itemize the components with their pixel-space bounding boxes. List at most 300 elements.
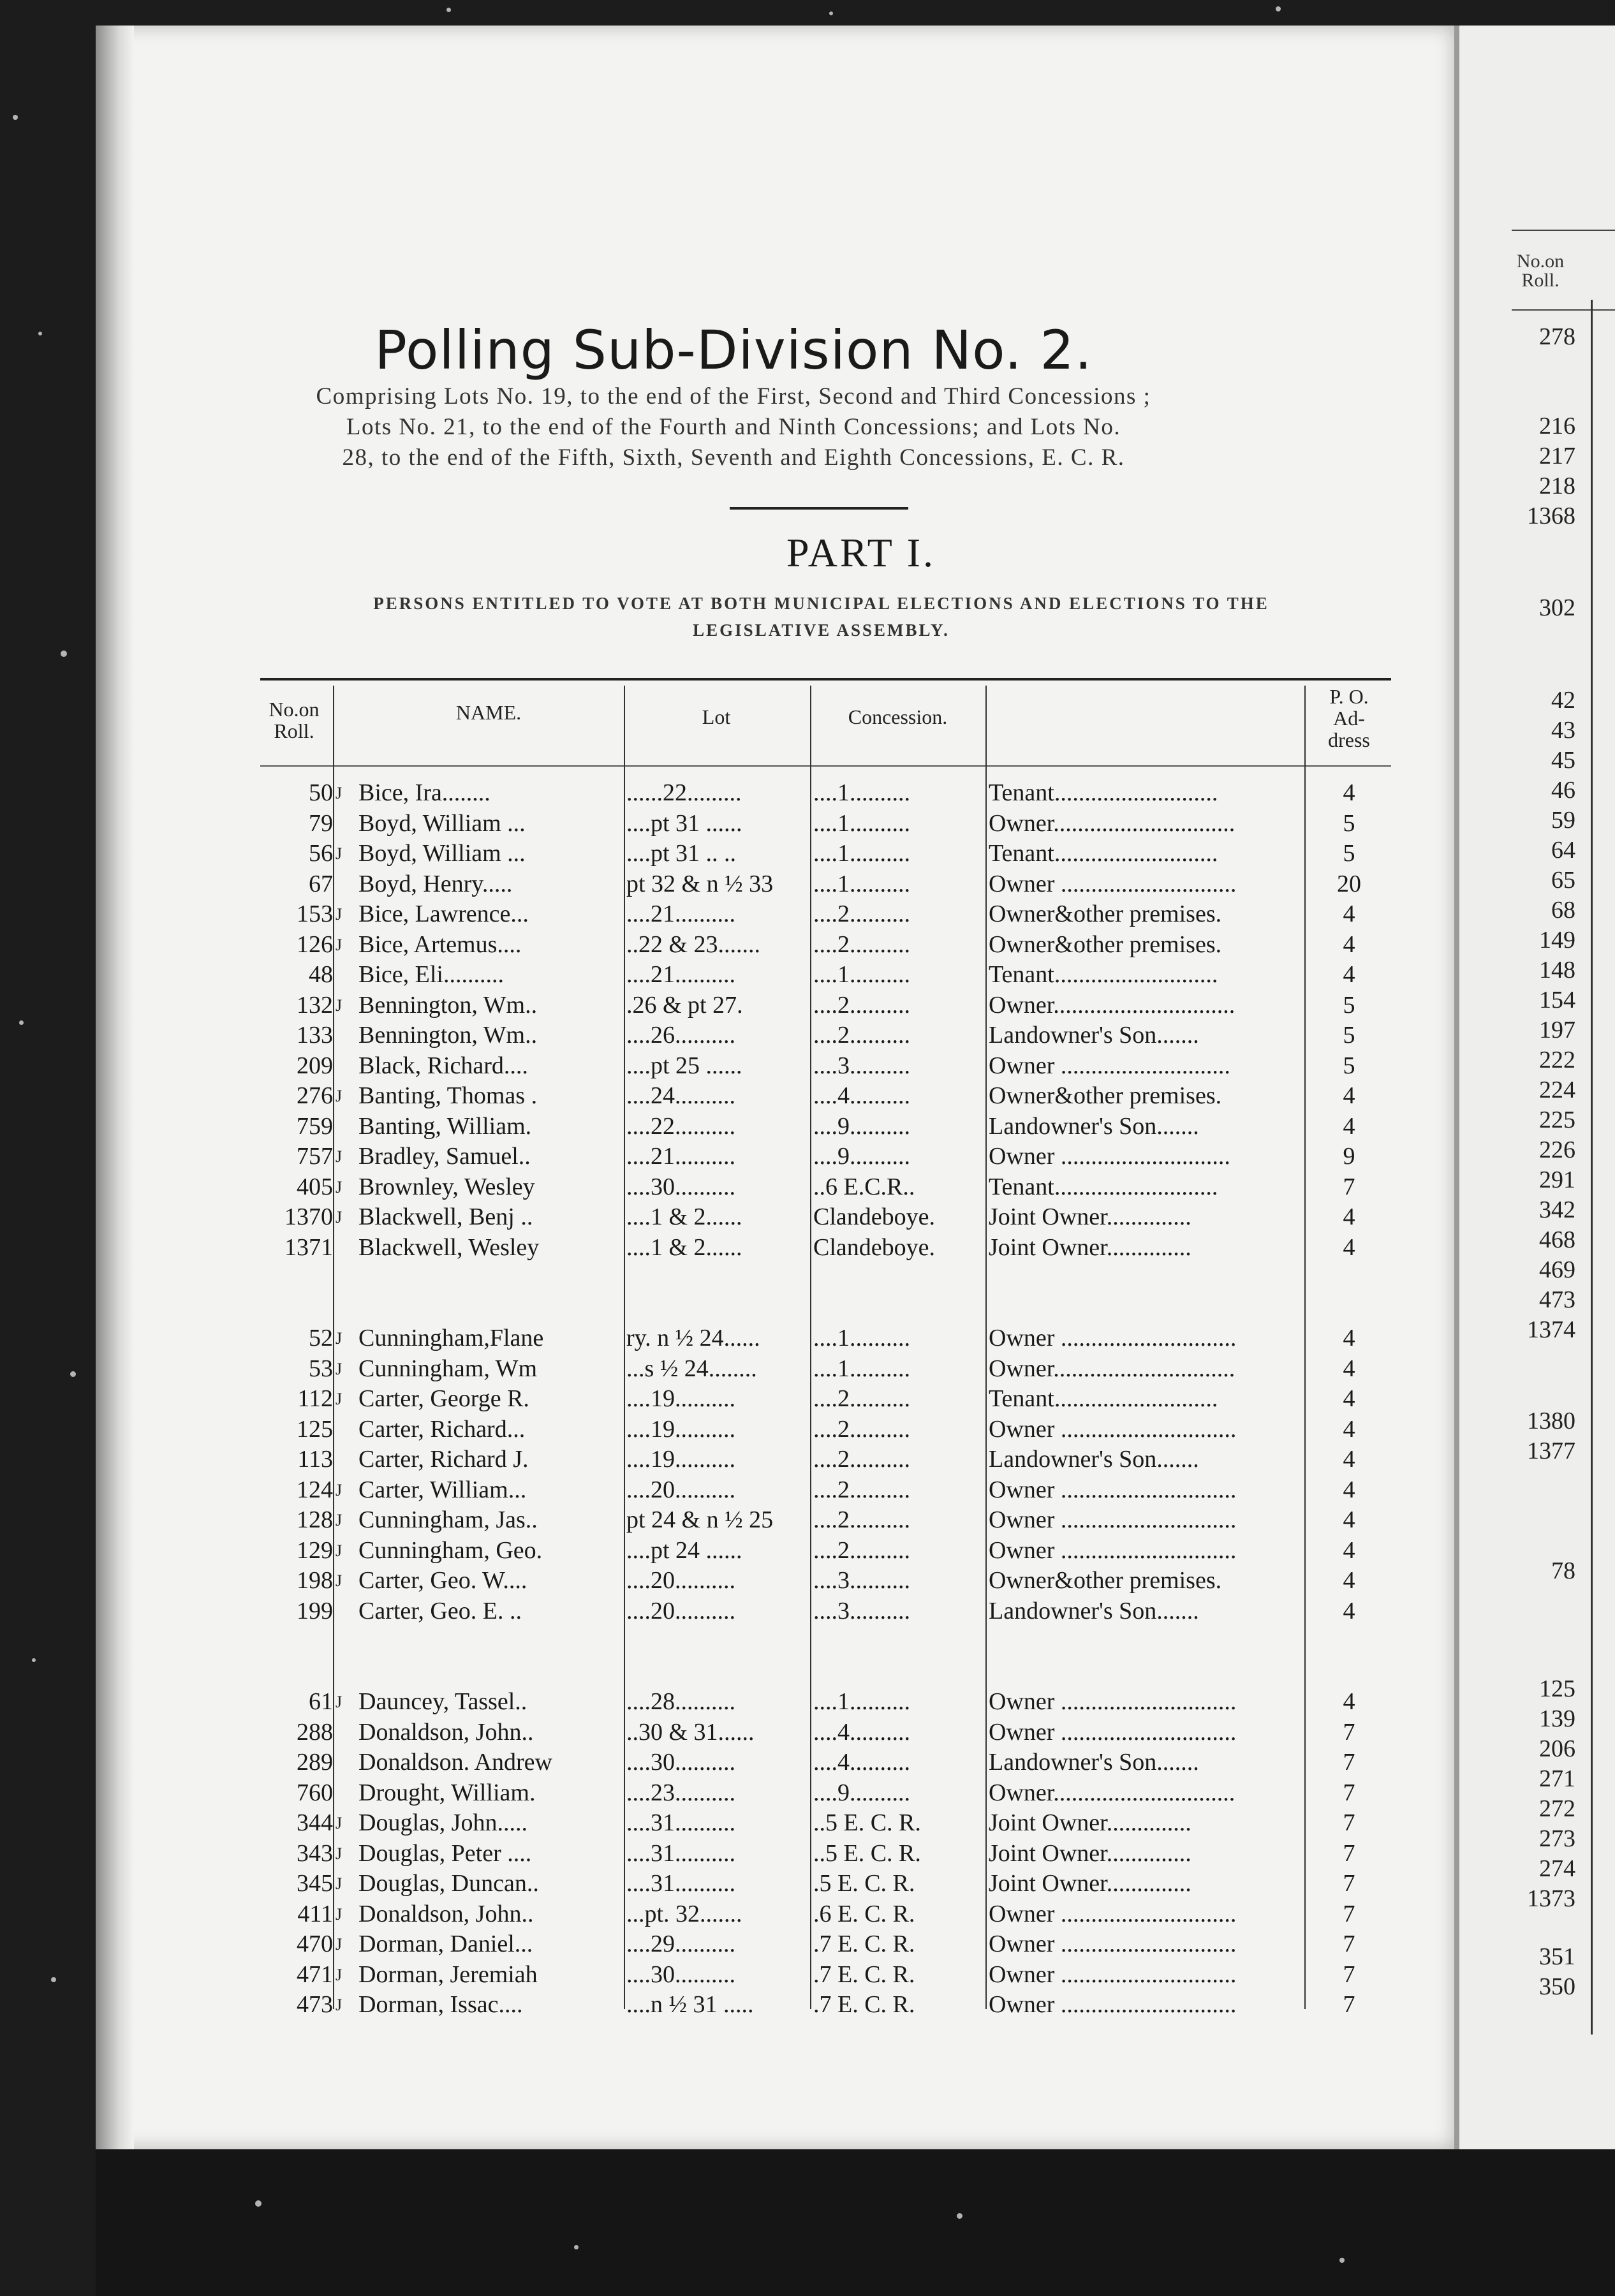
- po-address-cell: 4: [1343, 931, 1355, 958]
- facing-roll-number: 1374: [1527, 1316, 1575, 1343]
- concession-cell: ....1..........: [813, 779, 910, 806]
- qualification-cell: Owner .............................: [989, 1536, 1237, 1564]
- lot-cell: ....30..........: [626, 1749, 735, 1776]
- po-address-cell: 7: [1343, 1809, 1355, 1836]
- po-address-cell: 4: [1343, 1385, 1355, 1412]
- voter-name: Dorman, Daniel...: [358, 1931, 533, 1957]
- voter-name: Douglas, Peter ....: [358, 1839, 532, 1867]
- facing-roll-number: 469: [1539, 1256, 1575, 1283]
- facing-roll-number: 65: [1551, 867, 1575, 894]
- po-address-cell: 4: [1343, 1325, 1355, 1351]
- qualification-cell: Joint Owner..............: [989, 1839, 1191, 1867]
- roll-number: 128: [297, 1506, 333, 1533]
- lot-cell: ...pt. 32.......: [626, 1900, 742, 1927]
- header-roll-line: No.on: [269, 698, 320, 721]
- qualification-cell: Owner .............................: [989, 1931, 1237, 1957]
- header-po-line: Ad-: [1333, 707, 1365, 730]
- juror-mark: J: [336, 905, 343, 924]
- description-line: Comprising Lots No. 19, to the end of the First, Second and Third Concessions ;: [316, 383, 1151, 409]
- roll-number: 48: [309, 961, 333, 988]
- facing-column-divider: [1591, 300, 1593, 2035]
- qualification-cell: Owner .............................: [989, 1325, 1237, 1351]
- voter-name: Cunningham, Jas..: [358, 1506, 538, 1533]
- qualification-cell: Tenant...........................: [989, 779, 1218, 806]
- concession-cell: .5 E. C. R.: [813, 1870, 915, 1897]
- lot-cell: ....pt 25 ......: [626, 1052, 742, 1079]
- table-row: [0, 899, 1615, 929]
- facing-roll-number: 206: [1539, 1735, 1575, 1762]
- voter-name: Dorman, Jeremiah: [358, 1961, 538, 1988]
- juror-mark: J: [336, 1965, 343, 1984]
- description-line: Lots No. 21, to the end of the Fourth and Ninth Concessions; and Lots No.: [346, 414, 1121, 440]
- table-row: [0, 1808, 1615, 1838]
- qualification-cell: Owner .............................: [989, 1506, 1237, 1533]
- po-address-cell: 5: [1343, 991, 1355, 1019]
- lot-cell: ....n ½ 31 .....: [626, 1991, 754, 2018]
- lot-cell: ry. n ½ 24......: [626, 1325, 760, 1351]
- po-address-cell: 7: [1343, 1173, 1355, 1200]
- facing-roll-number: 1373: [1527, 1885, 1575, 1912]
- qualification-cell: Owner&other premises.: [989, 901, 1222, 927]
- voter-name: Donaldson, John..: [358, 1718, 534, 1746]
- scan-speck: [255, 2200, 262, 2207]
- po-address-cell: 7: [1343, 1718, 1355, 1746]
- qualification-cell: Owner .............................: [989, 1900, 1237, 1927]
- qualification-cell: Joint Owner..............: [989, 1233, 1191, 1261]
- qualification-cell: Owner&other premises.: [989, 931, 1222, 958]
- facing-roll-number: 274: [1539, 1855, 1575, 1882]
- roll-number: 129: [297, 1536, 333, 1564]
- table-row: [0, 1415, 1615, 1445]
- qualification-cell: Owner..............................: [989, 991, 1235, 1019]
- lot-cell: ....19..........: [626, 1446, 735, 1473]
- section-divider: [730, 507, 908, 510]
- roll-number: 126: [297, 931, 333, 958]
- juror-mark: J: [336, 1571, 343, 1590]
- facing-roll-number: 224: [1539, 1077, 1575, 1103]
- facing-roll-number: 217: [1539, 443, 1575, 469]
- roll-number: 1371: [284, 1233, 333, 1261]
- persons-entitled-caption: [255, 590, 1387, 644]
- voter-name: Bice, Ira........: [358, 779, 490, 806]
- concession-cell: .7 E. C. R.: [813, 1961, 915, 1988]
- roll-number: 61: [309, 1688, 333, 1715]
- facing-roll-number: 125: [1539, 1675, 1575, 1702]
- juror-mark: J: [336, 935, 343, 954]
- roll-number: 470: [297, 1931, 333, 1957]
- qualification-cell: Joint Owner..............: [989, 1870, 1191, 1897]
- facing-roll-number: 278: [1539, 323, 1575, 350]
- facing-roll-number: 222: [1539, 1047, 1575, 1073]
- concession-cell: ....2..........: [813, 901, 910, 927]
- voter-name: Black, Richard....: [358, 1052, 528, 1079]
- roll-number: 209: [297, 1052, 333, 1079]
- facing-roll-number: 350: [1539, 1973, 1575, 2000]
- qualification-cell: Owner&other premises.: [989, 1567, 1222, 1594]
- table-row: [0, 1960, 1615, 1990]
- roll-number: 52: [309, 1325, 333, 1351]
- po-address-cell: 5: [1343, 1052, 1355, 1079]
- voter-name: Banting, Thomas .: [358, 1082, 538, 1109]
- header-po-line: dress: [1328, 728, 1370, 751]
- table-header-rule: [260, 765, 1391, 767]
- concession-cell: Clandeboye.: [813, 1203, 936, 1230]
- roll-number: 113: [297, 1446, 333, 1473]
- po-address-cell: 7: [1343, 1749, 1355, 1776]
- facing-roll-number: 271: [1539, 1765, 1575, 1792]
- table-row: [0, 839, 1615, 869]
- table-row: [0, 1112, 1615, 1142]
- roll-number: 288: [297, 1718, 333, 1746]
- qualification-cell: Owner ............................: [989, 1052, 1230, 1079]
- juror-mark: J: [336, 1844, 343, 1863]
- facing-roll-number: 68: [1551, 897, 1575, 924]
- facing-roll-number: 42: [1551, 687, 1575, 714]
- qualification-cell: Joint Owner..............: [989, 1809, 1191, 1836]
- table-row: [0, 1354, 1615, 1384]
- scan-speck: [38, 332, 42, 335]
- qualification-cell: Owner .............................: [989, 1991, 1237, 2018]
- concession-cell: ....4..........: [813, 1718, 910, 1746]
- lot-cell: ....30..........: [626, 1173, 735, 1200]
- roll-number: 125: [297, 1415, 333, 1443]
- table-row: [0, 1869, 1615, 1899]
- juror-mark: J: [336, 844, 343, 863]
- lot-cell: ....31..........: [626, 1839, 735, 1867]
- lot-cell: ....19..........: [626, 1385, 735, 1412]
- po-address-cell: 5: [1343, 1022, 1355, 1049]
- facing-roll-number: 1380: [1527, 1408, 1575, 1434]
- concession-cell: ....2..........: [813, 991, 910, 1019]
- qualification-cell: Owner ............................: [989, 1143, 1230, 1170]
- lot-cell: ....31..........: [626, 1809, 735, 1836]
- table-row: [0, 1172, 1615, 1202]
- qualification-cell: Owner .............................: [989, 1688, 1237, 1715]
- juror-mark: J: [336, 1087, 343, 1105]
- qualification-cell: Landowner's Son.......: [989, 1597, 1199, 1624]
- scan-speck: [1339, 2258, 1345, 2263]
- table-row: [0, 960, 1615, 990]
- header-roll: [255, 698, 333, 742]
- qualification-cell: Owner&other premises.: [989, 1082, 1222, 1109]
- po-address-cell: 4: [1343, 1597, 1355, 1624]
- concession-cell: ....2..........: [813, 1415, 910, 1443]
- qualification-cell: Owner .............................: [989, 1415, 1237, 1443]
- voter-name: Douglas, John.....: [358, 1809, 527, 1836]
- scan-speck: [1276, 6, 1281, 11]
- qualification-cell: Tenant...........................: [989, 1173, 1218, 1200]
- lot-cell: ....22..........: [626, 1112, 735, 1140]
- caption-line: PERSONS ENTITLED TO VOTE AT BOTH MUNICIPAL ELECTIONS AND ELECTIONS TO THE: [373, 594, 1269, 613]
- table-top-rule: [260, 678, 1391, 681]
- po-address-cell: 4: [1343, 1082, 1355, 1109]
- roll-number: 411: [297, 1900, 333, 1927]
- qualification-cell: Owner..............................: [989, 809, 1235, 837]
- voter-name: Boyd, William ...: [358, 840, 526, 867]
- lot-cell: ....pt 31 ......: [626, 809, 742, 837]
- facing-roll-number: 139: [1539, 1705, 1575, 1732]
- po-address-cell: 5: [1343, 840, 1355, 867]
- concession-cell: ....2..........: [813, 1536, 910, 1564]
- concession-cell: ....9..........: [813, 1779, 910, 1806]
- voter-name: Bennington, Wm..: [358, 991, 538, 1019]
- concession-cell: ....1..........: [813, 840, 910, 867]
- roll-number: 760: [297, 1779, 333, 1806]
- page-title: Polling Sub-Division No. 2.: [374, 319, 1093, 381]
- table-row: [0, 1929, 1615, 1959]
- po-address-cell: 4: [1343, 1506, 1355, 1533]
- concession-cell: ....1..........: [813, 1325, 910, 1351]
- concession-cell: ..5 E. C. R.: [813, 1809, 921, 1836]
- juror-mark: J: [336, 996, 343, 1015]
- qualification-cell: Joint Owner..............: [989, 1203, 1191, 1230]
- concession-cell: ....4..........: [813, 1082, 910, 1109]
- facing-roll-number: 149: [1539, 927, 1575, 953]
- facing-roll-number: 273: [1539, 1825, 1575, 1852]
- voter-name: Banting, William.: [358, 1112, 532, 1140]
- table-row: [0, 1536, 1615, 1566]
- table-row: [0, 1839, 1615, 1869]
- roll-number: 473: [297, 1991, 333, 2018]
- lot-cell: ....30..........: [626, 1961, 735, 1988]
- concession-cell: ..5 E. C. R.: [813, 1839, 921, 1867]
- po-address-cell: 4: [1343, 1112, 1355, 1140]
- table-row: [0, 1323, 1615, 1353]
- table-row: [0, 1718, 1615, 1748]
- roll-number: 50: [309, 779, 333, 806]
- juror-mark: J: [336, 1480, 343, 1499]
- lot-cell: pt 24 & n ½ 25: [626, 1506, 774, 1533]
- roll-number: 153: [297, 901, 333, 927]
- concession-cell: ....9..........: [813, 1143, 910, 1170]
- lot-cell: ....pt 31 .. ..: [626, 840, 737, 867]
- juror-mark: J: [336, 1511, 343, 1529]
- roll-number: 132: [297, 991, 333, 1019]
- juror-mark: J: [336, 1147, 343, 1166]
- lot-cell: ....21..........: [626, 961, 735, 988]
- lot-cell: ....1 & 2......: [626, 1203, 742, 1230]
- table-row: [0, 1051, 1615, 1081]
- roll-number: 1370: [284, 1203, 333, 1230]
- facing-roll-number: 218: [1539, 473, 1575, 499]
- voter-name: Bradley, Samuel..: [358, 1143, 531, 1170]
- description-line: 28, to the end of the Fifth, Sixth, Seventh and Eighth Concessions, E. C. R.: [342, 445, 1125, 471]
- voter-name: Cunningham, Wm: [358, 1355, 538, 1382]
- voter-name: Bice, Eli..........: [358, 961, 504, 988]
- concession-cell: ....1..........: [813, 870, 910, 897]
- concession-cell: .6 E. C. R.: [813, 1900, 915, 1927]
- facing-roll-number: 216: [1539, 413, 1575, 439]
- juror-mark: J: [336, 1814, 343, 1832]
- roll-number: 79: [309, 809, 333, 837]
- po-address-cell: 4: [1343, 1567, 1355, 1594]
- facing-header-line: No.on: [1516, 251, 1565, 272]
- facing-roll-number: 225: [1539, 1107, 1575, 1133]
- concession-cell: .7 E. C. R.: [813, 1991, 915, 2018]
- qualification-cell: Owner .............................: [989, 1961, 1237, 1988]
- qualification-cell: Tenant...........................: [989, 1385, 1218, 1412]
- lot-cell: ..22 & 23.......: [626, 931, 761, 958]
- concession-cell: Clandeboye.: [813, 1233, 936, 1261]
- po-address-cell: 7: [1343, 1870, 1355, 1897]
- facing-roll-number: 45: [1551, 747, 1575, 774]
- facing-roll-number: 351: [1539, 1943, 1575, 1970]
- roll-number: 345: [297, 1870, 333, 1897]
- roll-number: 67: [309, 870, 333, 897]
- voter-name: Cunningham, Geo.: [358, 1536, 543, 1564]
- lot-cell: ....29..........: [626, 1931, 735, 1957]
- facing-roll-number: 468: [1539, 1226, 1575, 1253]
- facing-roll-number: 291: [1539, 1166, 1575, 1193]
- po-address-cell: 7: [1343, 1779, 1355, 1806]
- po-address-cell: 4: [1343, 1415, 1355, 1443]
- juror-mark: J: [336, 1874, 343, 1893]
- concession-cell: ....1..........: [813, 809, 910, 837]
- lot-cell: ......22.........: [626, 779, 742, 806]
- qualification-cell: Landowner's Son.......: [989, 1022, 1199, 1049]
- qualification-cell: Owner .............................: [989, 870, 1237, 897]
- qualification-cell: Landowner's Son.......: [989, 1446, 1199, 1473]
- concession-cell: ....2..........: [813, 931, 910, 958]
- caption-line: LEGISLATIVE ASSEMBLY.: [693, 621, 950, 640]
- scan-speck: [574, 2245, 579, 2249]
- juror-mark: J: [336, 1904, 343, 1924]
- scan-border: [96, 2149, 1615, 2296]
- voter-name: Cunningham,Flane: [358, 1325, 544, 1351]
- table-row: [0, 1990, 1615, 2020]
- subdivision-description: [255, 381, 1212, 473]
- voter-name: Dorman, Issac....: [358, 1991, 523, 2018]
- juror-mark: J: [336, 1693, 343, 1711]
- roll-number: 276: [297, 1082, 333, 1109]
- scan-speck: [61, 651, 67, 657]
- po-address-cell: 4: [1343, 779, 1355, 806]
- qualification-cell: Owner .............................: [989, 1718, 1237, 1746]
- table-row: [0, 1445, 1615, 1475]
- table-row: [0, 1081, 1615, 1111]
- header-po-address: [1308, 686, 1390, 751]
- facing-roll-number: 43: [1551, 717, 1575, 744]
- table-row: [0, 1384, 1615, 1414]
- facing-roll-number: 148: [1539, 957, 1575, 983]
- facing-roll-number: 46: [1551, 777, 1575, 804]
- voter-name: Blackwell, Benj ..: [358, 1203, 533, 1230]
- po-address-cell: 4: [1343, 1355, 1355, 1382]
- po-address-cell: 4: [1343, 1203, 1355, 1230]
- lot-cell: .26 & pt 27.: [626, 991, 743, 1019]
- concession-cell: ....1..........: [813, 961, 910, 988]
- po-address-cell: 4: [1343, 1536, 1355, 1564]
- roll-number: 471: [297, 1961, 333, 1988]
- facing-roll-number: 342: [1539, 1196, 1575, 1223]
- voter-name: Bice, Lawrence...: [358, 901, 529, 927]
- voter-name: Bennington, Wm..: [358, 1022, 538, 1049]
- qualification-cell: Owner .............................: [989, 1476, 1237, 1503]
- voter-name: Carter, Richard...: [358, 1415, 526, 1443]
- facing-roll-number: 197: [1539, 1017, 1575, 1043]
- concession-cell: ....3..........: [813, 1597, 910, 1624]
- juror-mark: J: [336, 1359, 343, 1378]
- voter-name: Carter, Geo. W....: [358, 1567, 527, 1594]
- voter-name: Brownley, Wesley: [358, 1173, 535, 1200]
- qualification-cell: Tenant...........................: [989, 840, 1218, 867]
- roll-number: 133: [297, 1022, 333, 1049]
- juror-mark: J: [336, 1935, 343, 1954]
- po-address-cell: 4: [1343, 1688, 1355, 1715]
- lot-cell: ....31..........: [626, 1870, 735, 1897]
- roll-number: 343: [297, 1839, 333, 1867]
- scan-speck: [13, 115, 18, 120]
- facing-roll-number: 59: [1551, 807, 1575, 834]
- table-row: [0, 1233, 1615, 1263]
- lot-cell: ....20..........: [626, 1567, 735, 1594]
- roll-number: 53: [309, 1355, 333, 1382]
- header-concession: Concession.: [848, 705, 948, 728]
- header-lot: Lot: [702, 705, 731, 728]
- voter-name: Boyd, Henry.....: [358, 870, 513, 897]
- facing-header-roll: [1515, 252, 1566, 290]
- table-row: [0, 1596, 1615, 1626]
- voter-name: Carter, Geo. E. ..: [358, 1597, 522, 1624]
- voter-name: Carter, Richard J.: [358, 1446, 529, 1473]
- voter-name: Blackwell, Wesley: [358, 1233, 540, 1261]
- concession-cell: ....3..........: [813, 1567, 910, 1594]
- roll-number: 405: [297, 1173, 333, 1200]
- po-address-cell: 5: [1343, 809, 1355, 837]
- lot-cell: ....20..........: [626, 1476, 735, 1503]
- po-address-cell: 20: [1337, 870, 1361, 897]
- header-roll-line: Roll.: [274, 719, 314, 742]
- lot-cell: ....19..........: [626, 1415, 735, 1443]
- po-address-cell: 7: [1343, 1991, 1355, 2018]
- lot-cell: ....1 & 2......: [626, 1233, 742, 1261]
- table-row: [0, 1142, 1615, 1172]
- po-address-cell: 4: [1343, 1446, 1355, 1473]
- voter-name: Carter, William...: [358, 1476, 527, 1503]
- table-row: [0, 1505, 1615, 1535]
- lot-cell: pt 32 & n ½ 33: [626, 870, 774, 897]
- roll-number: 757: [297, 1143, 333, 1170]
- facing-roll-number: 1368: [1527, 503, 1575, 529]
- facing-roll-number: 302: [1539, 594, 1575, 621]
- concession-cell: ....1..........: [813, 1355, 910, 1382]
- lot-cell: ....pt 24 ......: [626, 1536, 742, 1564]
- lot-cell: ....21..........: [626, 901, 735, 927]
- qualification-cell: Landowner's Son.......: [989, 1112, 1199, 1140]
- voter-name: Bice, Artemus....: [358, 931, 522, 958]
- qualification-cell: Landowner's Son.......: [989, 1749, 1199, 1776]
- table-row: [0, 930, 1615, 960]
- table-row: [0, 1566, 1615, 1596]
- scan-speck: [446, 8, 451, 12]
- table-row: [0, 809, 1615, 839]
- table-row: [0, 1778, 1615, 1808]
- lot-cell: ....21..........: [626, 1143, 735, 1170]
- lot-cell: ....23..........: [626, 1779, 735, 1806]
- voter-name: Douglas, Duncan..: [358, 1870, 539, 1897]
- roll-number: 56: [309, 840, 333, 867]
- qualification-cell: Owner..............................: [989, 1779, 1235, 1806]
- roll-number: 112: [297, 1385, 333, 1412]
- po-address-cell: 4: [1343, 901, 1355, 927]
- facing-roll-number: 473: [1539, 1286, 1575, 1313]
- table-row: [0, 990, 1615, 1020]
- facing-header-line: Roll.: [1521, 270, 1560, 291]
- po-address-cell: 4: [1343, 1233, 1355, 1261]
- facing-roll-number: 1377: [1527, 1438, 1575, 1464]
- facing-roll-number: 154: [1539, 987, 1575, 1013]
- roll-number: 124: [297, 1476, 333, 1503]
